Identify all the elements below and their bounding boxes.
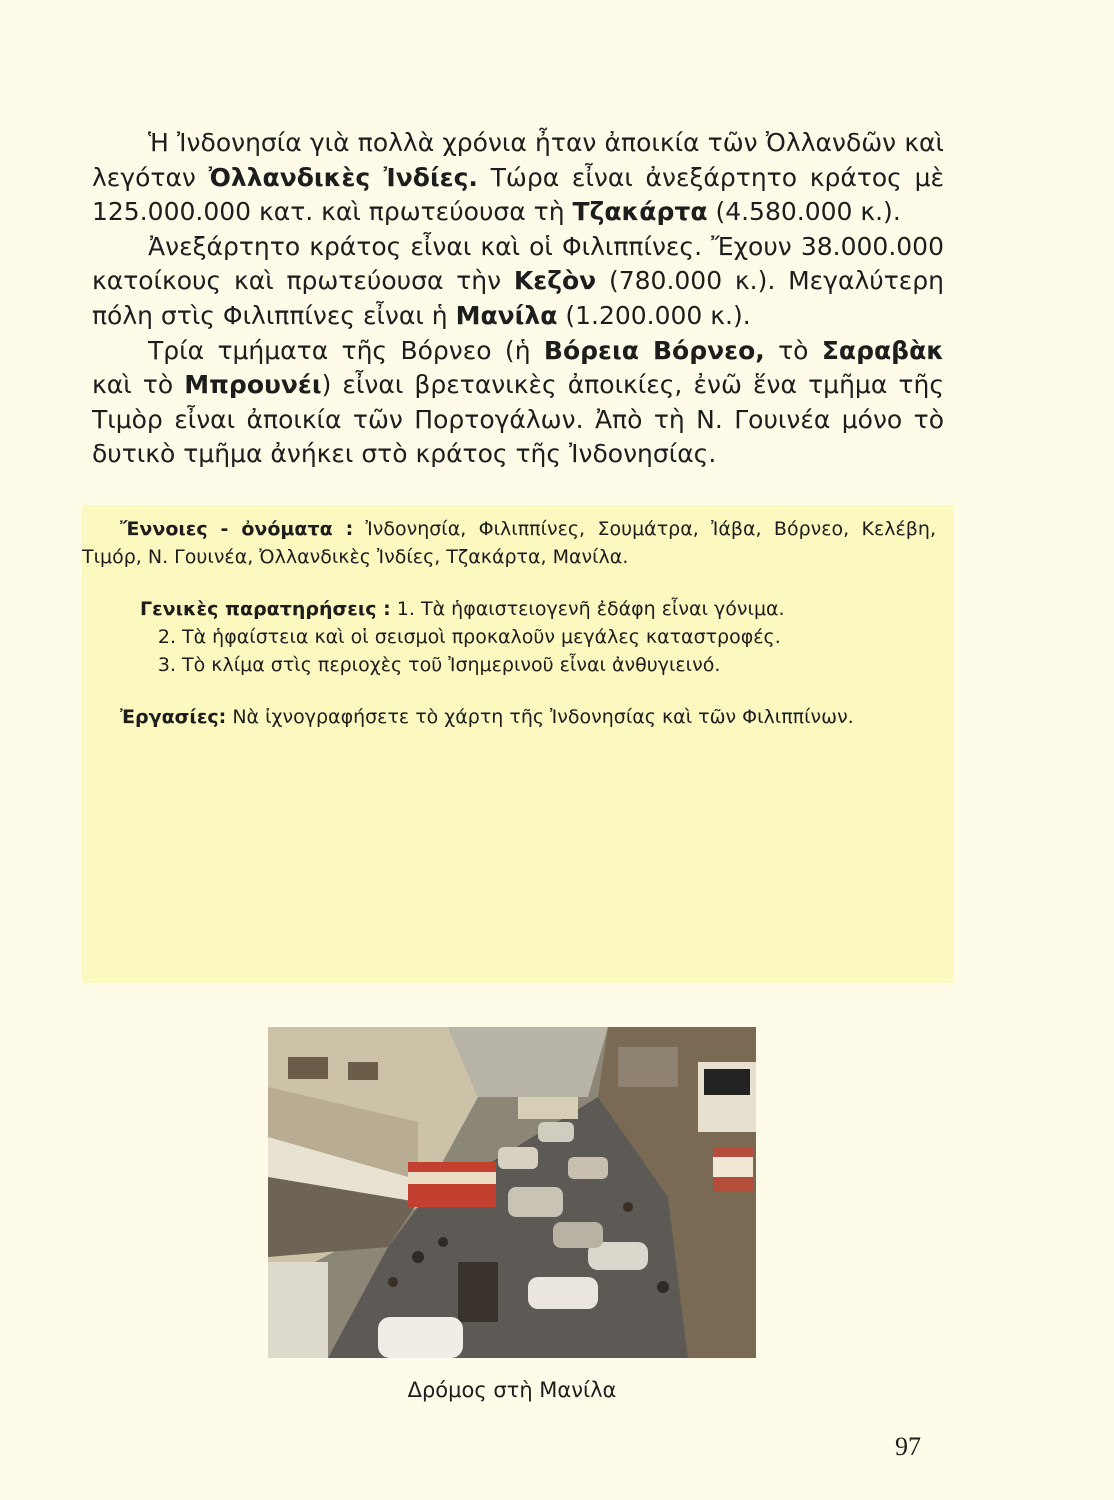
tasks-section — [82, 703, 954, 731]
bold-term: Μπρουνέι — [184, 370, 322, 400]
concepts-label: Ἔννοιες - ὀνόματα : — [120, 518, 354, 540]
street-scene-illustration — [268, 1027, 756, 1358]
observation-item: 2. Τὰ ἡφαίστεια καὶ οἱ σεισμοὶ προκαλοῦν μεγάλες καταστροφές. — [157, 626, 781, 648]
bold-term: Σαραβὰκ — [821, 335, 944, 365]
bold-term: Κεζὸν — [513, 266, 597, 296]
bold-term: Ὀλλανδικὲς Ἰνδίες. — [208, 162, 478, 192]
bold-term: Μανίλα — [455, 300, 558, 330]
page-number: 97 — [895, 1432, 921, 1461]
bold-term: Βόρεια Βόρνεο, — [543, 335, 765, 365]
concepts-section — [82, 515, 936, 571]
manila-street-photo — [268, 1027, 756, 1358]
observations-section — [82, 595, 954, 679]
summary-box-content — [82, 515, 954, 750]
paragraph-indonesia: Ἡ Ἰνδονησία γιὰ πολλὰ χρόνια ἦταν ἀποικία τῶν Ὀλλανδῶν καὶ λεγόταν Ὀλλανδικὲς Ἰνδίες. Τώρα εἶναι ἀνεξάρτητο κράτος μὲ 125.000.000 κατ. καὶ πρωτεύουσα τὴ Τζακάρτα (4.580.000 κ.). — [92, 128, 944, 227]
paragraph-philippines: Ἀνεξάρτητο κράτος εἶναι καὶ οἱ Φιλιππίνες. Ἔχουν 38.000.000 κατοίκους καὶ πρωτεύουσα τὴν Κεζὸν (780.000 κ.). Μεγαλύτερη πόλη στὶς Φιλιππίνες εἶναι ἡ Μανίλα (1.200.000 κ.). — [92, 231, 944, 330]
bold-term: Τζακάρτα — [572, 197, 708, 227]
tasks-text: Νὰ ἰχνογραφήσετε τὸ χάρτη τῆς Ἰνδονησίας καὶ τῶν Φιλιππίνων. — [226, 706, 854, 728]
main-text — [92, 126, 944, 472]
photo-caption: Δρόμος στὴ Μανίλα — [407, 1378, 617, 1402]
observation-item: Γενικὲς παρατηρήσεις : 1. Τὰ ἡφαιστειογενῆ ἐδάφη εἶναι γόνιμα. — [140, 598, 785, 620]
concepts-text: Ἰνδονησία, Φιλιππίνες, Σουμάτρα, Ἰάβα, Βόρνεο, Κελέβη, Τιμόρ, Ν. Γουινέα, Ὀλλανδικὲς Ἰνδίες, Τζακάρτα, Μανίλα. — [82, 518, 936, 568]
summary-box — [82, 505, 954, 983]
tasks-label: Ἐργασίες: — [120, 706, 227, 728]
observations-label: Γενικὲς παρατηρήσεις : — [140, 598, 391, 620]
paragraph-borneo: Τρία τμήματα τῆς Βόρνεο (ἡ Βόρεια Βόρνεο, τὸ Σαραβὰκ καὶ τὸ Μπρουνέι) εἶναι βρετανικὲς ἀποικίες, ἐνῶ ἕνα τμῆμα τῆς Τιμὸρ εἶναι ἀποικία τῶν Πορτογάλων. Ἀπὸ τὴ Ν. Γουινέα μόνο τὸ δυτικὸ τμῆμα ἀνήκει στὸ κράτος τῆς Ἰνδονησίας. — [92, 335, 944, 469]
observation-item: 3. Τὸ κλίμα στὶς περιοχὲς τοῦ Ἰσημερινοῦ εἶναι ἀνθυγιεινό. — [157, 654, 721, 676]
